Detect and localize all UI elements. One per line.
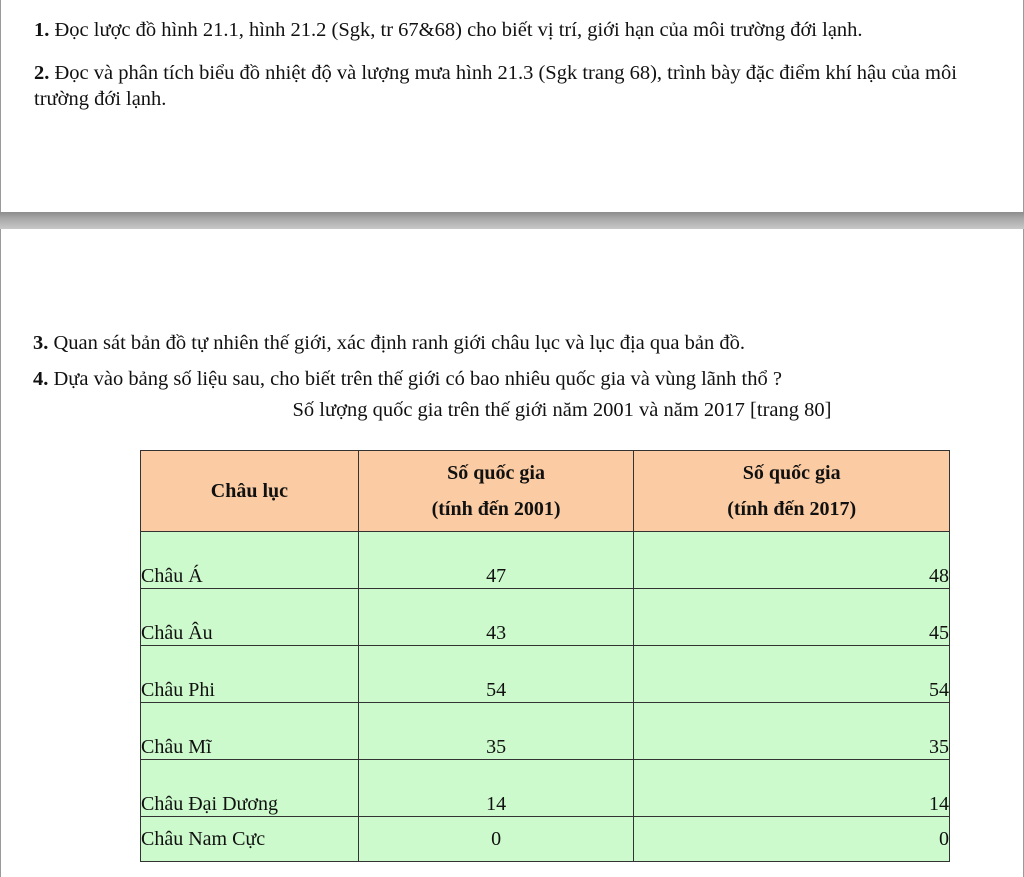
countries-table [140, 450, 950, 862]
table-row [141, 589, 950, 646]
cell-2001: 35 [358, 703, 634, 760]
question-4-text: Dựa vào bảng số liệu sau, cho biết trên thế giới có bao nhiêu quốc gia và vùng lãnh thổ ? [48, 368, 782, 390]
cell-2017: 0 [634, 817, 950, 862]
table-header-row [141, 451, 950, 532]
question-2-text: Đọc và phân tích biểu đồ nhiệt độ và lượng mưa hình 21.3 (Sgk trang 68), trình bày đặc điểm khí hậu của môi trường đới lạnh. [34, 62, 957, 110]
cell-2001: 0 [358, 817, 634, 862]
cell-continent: Châu Nam Cực [141, 817, 359, 862]
question-4 [33, 366, 782, 392]
page-break-separator [0, 212, 1024, 229]
question-3-number: 3. [33, 332, 49, 354]
table-caption: Số lượng quốc gia trên thế giới năm 2001 và năm 2017 [trang 80] [292, 399, 832, 421]
header-continent: Châu lục [141, 451, 359, 532]
table-row [141, 646, 950, 703]
question-1 [34, 17, 863, 43]
question-4-number: 4. [33, 368, 49, 390]
header-2001 [358, 451, 634, 532]
header-2017-line2: (tính đến 2017) [727, 498, 857, 520]
cell-2017: 14 [634, 760, 950, 817]
question-3-text: Quan sát bản đồ tự nhiên thế giới, xác định ranh giới châu lục và lục địa qua bản đồ. [48, 332, 745, 354]
question-2-number: 2. [34, 62, 50, 84]
header-2017 [634, 451, 950, 532]
cell-continent: Châu Âu [141, 589, 359, 646]
cell-continent: Châu Á [141, 532, 359, 589]
page-1 [0, 0, 1024, 212]
header-2001-line2: (tính đến 2001) [431, 498, 561, 520]
question-1-text: Đọc lược đồ hình 21.1, hình 21.2 (Sgk, tr 67&68) cho biết vị trí, giới hạn của môi trường đới lạnh. [49, 19, 863, 41]
question-1-number: 1. [34, 19, 50, 41]
cell-continent: Châu Phi [141, 646, 359, 703]
cell-2001: 54 [358, 646, 634, 703]
cell-2017: 54 [634, 646, 950, 703]
table-row [141, 532, 950, 589]
table-row [141, 817, 950, 862]
header-2001-line1: Số quốc gia [447, 462, 545, 484]
cell-continent: Châu Mĩ [141, 703, 359, 760]
cell-2017: 45 [634, 589, 950, 646]
cell-2001: 47 [358, 532, 634, 589]
table-row [141, 760, 950, 817]
header-2017-line1: Số quốc gia [742, 462, 841, 484]
cell-2001: 43 [358, 589, 634, 646]
cell-2001: 14 [358, 760, 634, 817]
cell-2017: 48 [634, 532, 950, 589]
cell-continent: Châu Đại Dương [141, 760, 359, 817]
question-2 [34, 60, 1009, 112]
table-row [141, 703, 950, 760]
cell-2017: 35 [634, 703, 950, 760]
question-3 [33, 330, 745, 356]
